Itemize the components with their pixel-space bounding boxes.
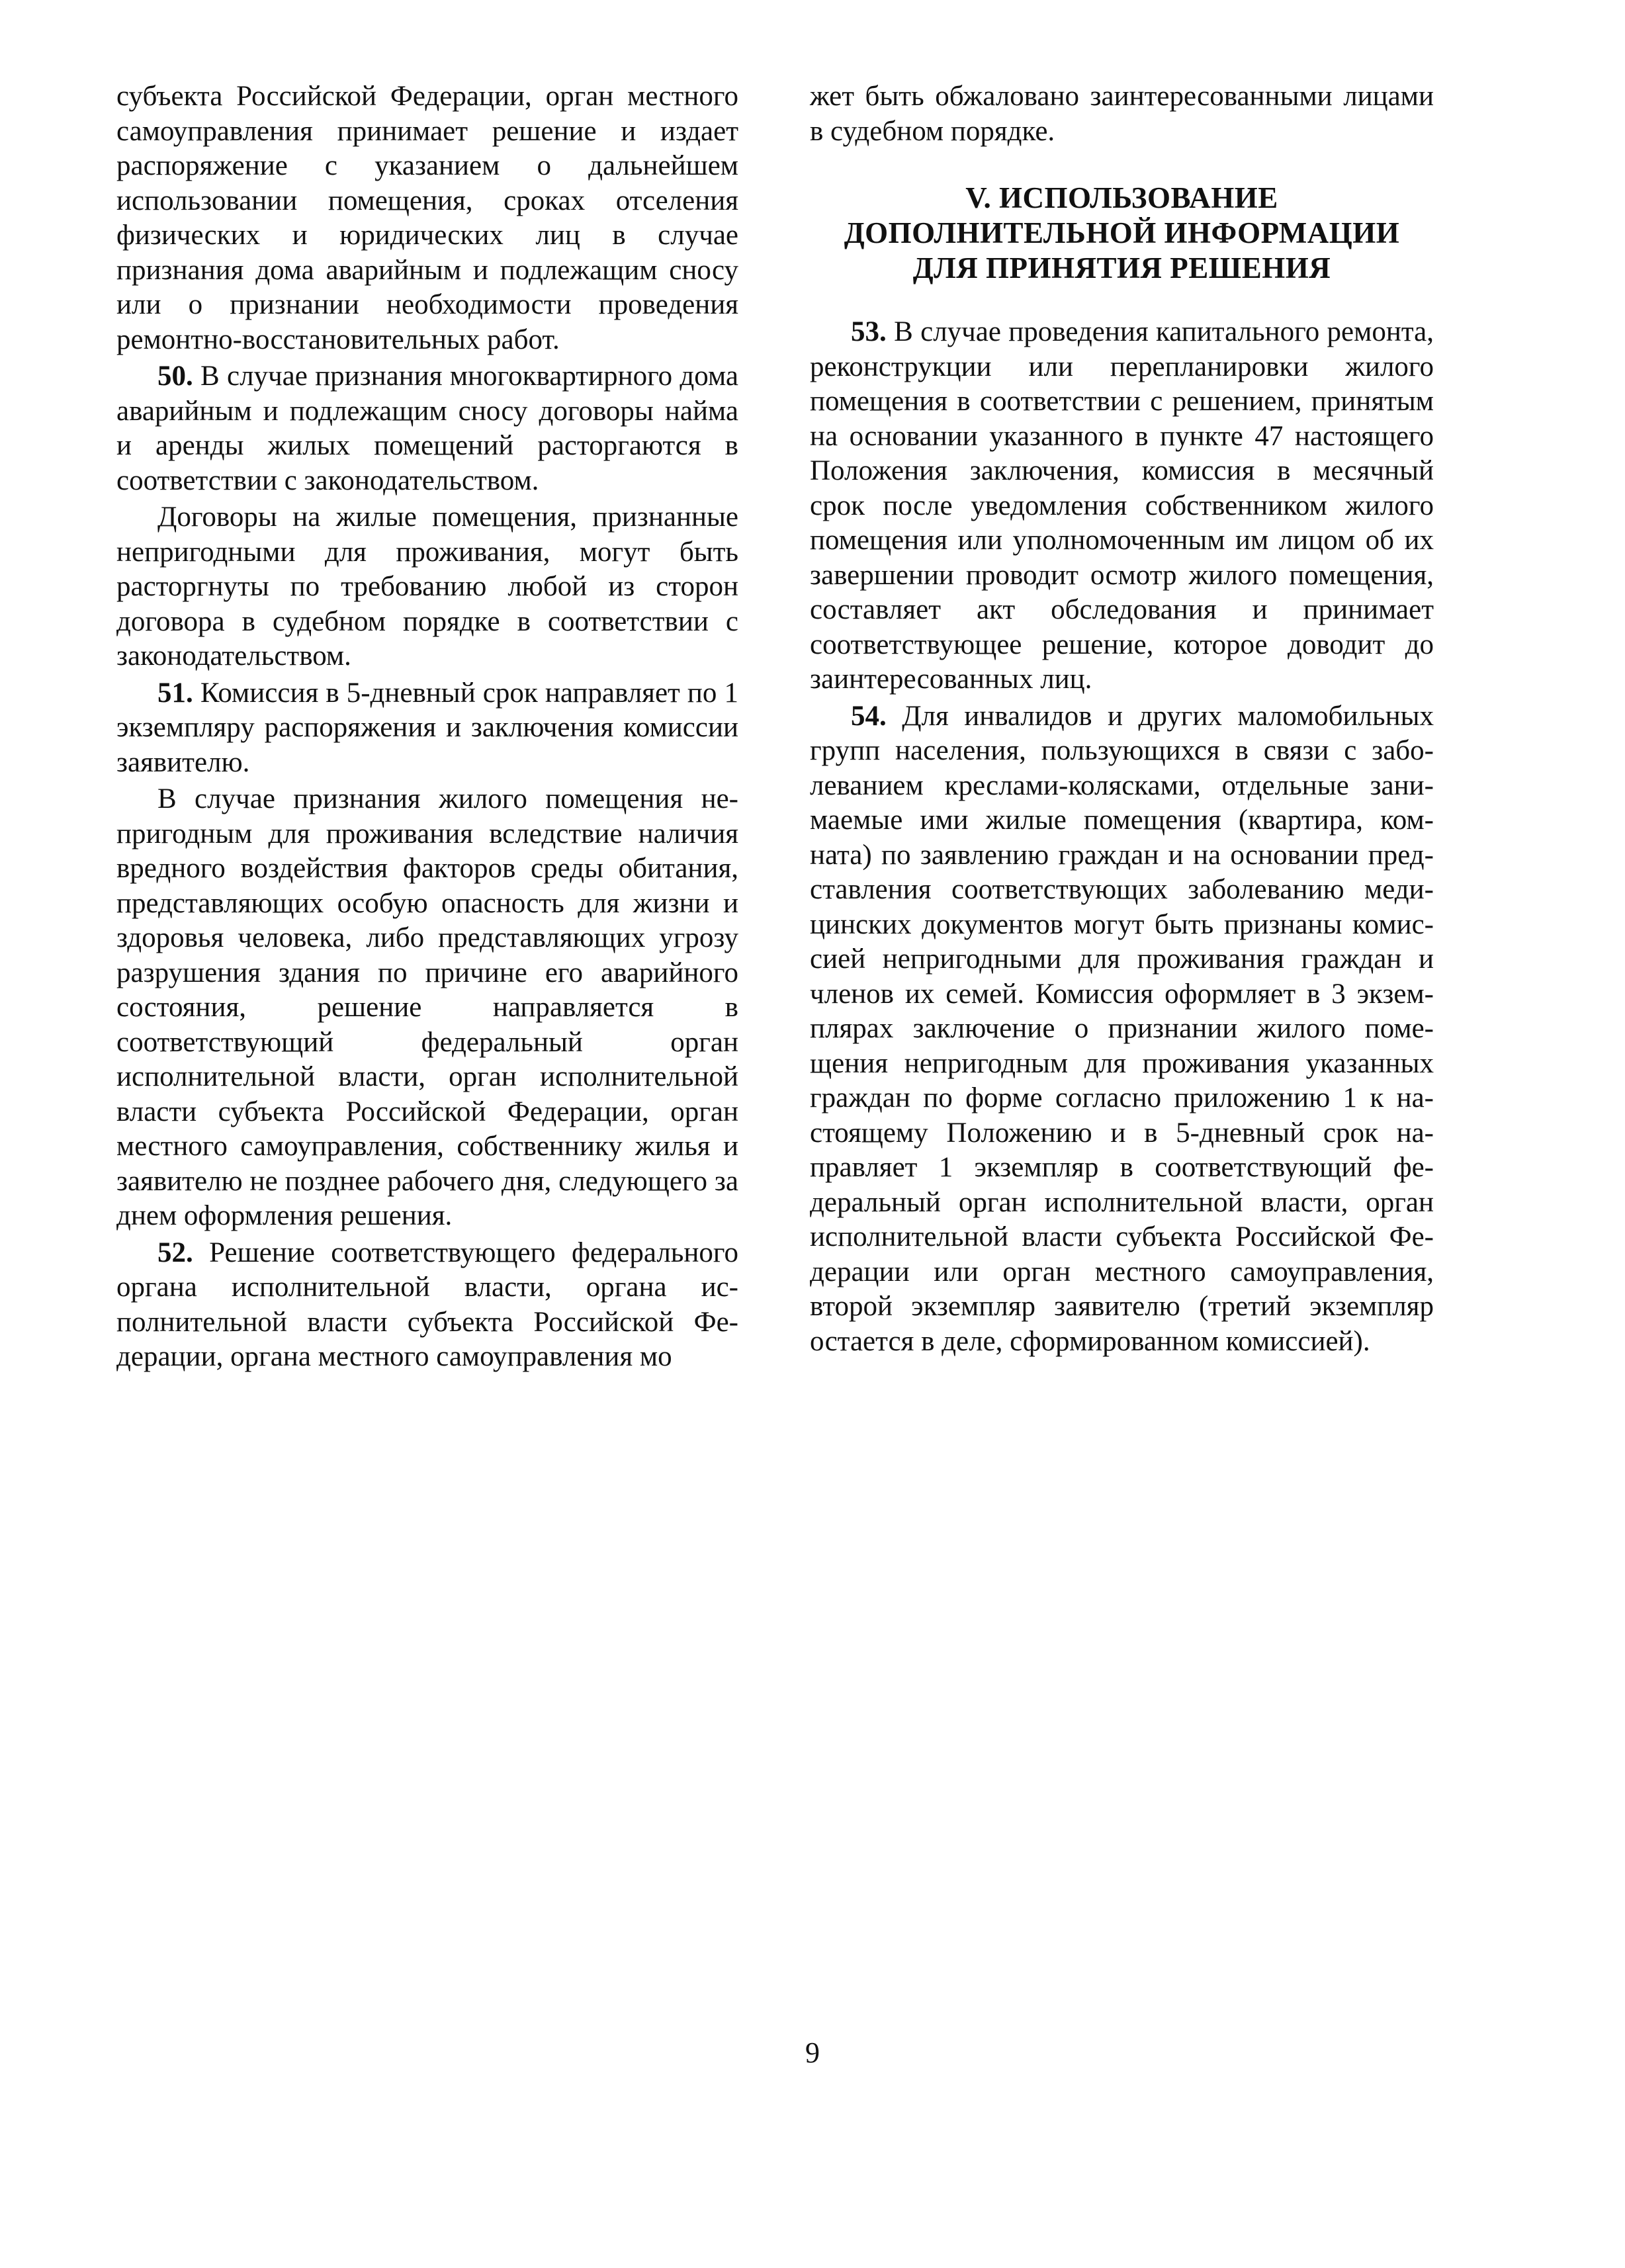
section-heading xyxy=(810,181,1434,286)
paragraph-50-b: Договоры на жилые помещения, признанные непригодными для проживания, могут быть расторгнуты по требованию любой из сторон договора в судебном порядке в соответствии с законодательством. xyxy=(116,502,738,672)
paragraph-51-text: Комиссия в 5-дневный срок направляет по 1 экземпляру распоряжения и заключения комиссии заявителю. xyxy=(116,677,738,778)
section-heading-line-3: ДЛЯ ПРИНЯТИЯ РЕШЕНИЯ xyxy=(912,251,1331,284)
paragraph-53-text: В случае проведения капитального ремонта, реконструкции или перепланировки жилого помещения в соответствии с решением, принятым на основании указанного в пункте 47 настоящего Положения заключения, комиссия в месячный срок после уведомления собственником жилого помещения или уполномоченным им лицом об их завершении проводит осмотр жилого помещения, составляет акт обследования и принимает соответствующее решение, которое доводит до заинтересованных лиц. xyxy=(810,316,1434,695)
paragraph-53-number: 53. xyxy=(851,316,887,347)
paragraph-52-number: 52. xyxy=(157,1237,193,1268)
paragraph-51 xyxy=(116,676,738,781)
paragraph-50 xyxy=(116,359,738,498)
left-column xyxy=(116,79,738,1377)
paragraph-intro: субъекта Российской Федерации, орган местного самоуправления принимает решение и издает распоряжение с указанием о дальнейшем использовании помещения, сроках отселения физических и юридических лиц в случае признания дома аварийным и подлежащим сносу или о признании необходимости проведения ремонтно-восстановительных работ. xyxy=(116,81,738,355)
paragraph-51-b: В случае признания жилого помещения непригодным для проживания вследствие наличия вредного воздействия факторов среды обитания, представляющих особую опасность для жизни и здоровья человека, либо представляющих угрозу разрушения здания по причине его аварийного состояния, решение направляется в соответствующий федеральный орган исполнительной власти, орган исполнительной власти субъекта Российской Федерации, орган местного самоуправления, собственнику жилья и заявителю не позднее рабочего дня, следующего за днем оформления решения. xyxy=(116,783,738,1231)
paragraph-continuation: жет быть обжаловано заинтересованными лицами в судебном порядке. xyxy=(810,81,1434,147)
paragraph-51-number: 51. xyxy=(157,677,193,709)
paragraph-50-text: В случае признания многоквартирного дома аварийным и подлежащим сносу договоры найма и аренды жилых помещений расторгаются в соответствии с законодательством. xyxy=(116,361,738,496)
section-heading-line-1: V. ИСПОЛЬЗОВАНИЕ xyxy=(965,181,1278,214)
paragraph-53 xyxy=(810,315,1434,697)
paragraph-54-number: 54. xyxy=(851,700,887,732)
paragraph-54 xyxy=(810,699,1434,1360)
section-heading-line-2: ДОПОЛНИТЕЛЬНОЙ ИНФОРМАЦИИ xyxy=(844,216,1400,249)
paragraph-50-number: 50. xyxy=(157,361,193,392)
paragraph-52-text: Решение соответствующего федерального органа исполнительной власти, органа исполнительной власти субъекта Российской Федерации, органа местного самоуправления мо xyxy=(116,1237,738,1372)
paragraph-54-text: Для инвалидов и других маломобильных групп населения, пользующихся в связи с заболеванием креслами-колясками, отдельные занимаемые ими жилые помещения (квартира, комната) по заявлению граждан и на основании представления соответствующих заболеванию медицинских документов могут быть признаны комиссией непригодными для проживания граждан и членов их семей. Комиссия оформляет в 3 экземплярах заключение о признании жилого помещения непригодным для проживания указанных граждан по форме согласно приложению 1 к настоящему Положению и в 5-дневный срок направляет 1 экземпляр в соответствующий федеральный орган исполнительной власти, орган исполнительной власти субъекта Российской Федерации или орган местного самоуправления, второй экземпляр заявителю (третий экземпляр остается в деле, сформированном комиссией). xyxy=(810,700,1434,1357)
page-number: 9 xyxy=(805,2036,820,2069)
right-column xyxy=(810,79,1434,1361)
paragraph-52 xyxy=(116,1236,738,1375)
